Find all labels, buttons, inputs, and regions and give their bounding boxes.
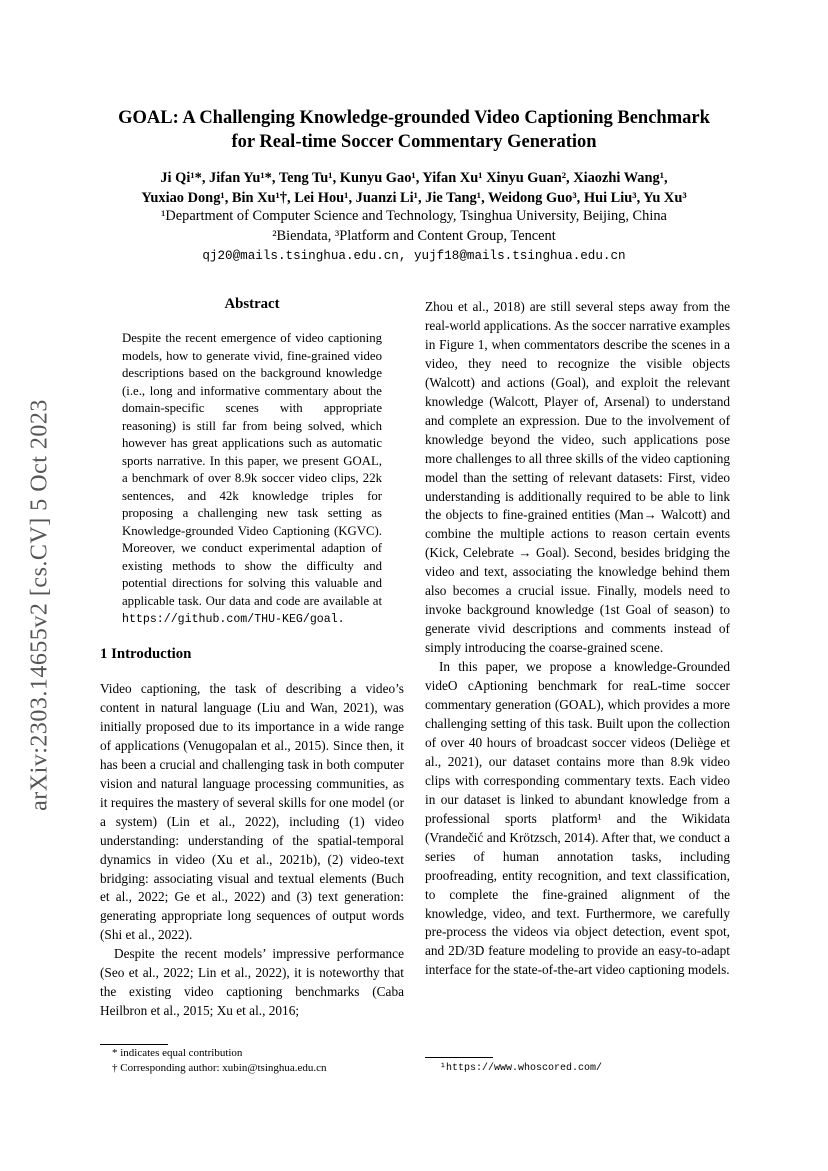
abstract-heading: Abstract bbox=[224, 296, 280, 312]
affiliations bbox=[80, 206, 748, 266]
authors-line-2: Yuxiao Dong¹, Bin Xu¹†, Lei Hou¹, Juanzi Li¹, Jie Tang¹, Weidong Guo³, Hui Liu³, Yu Xu³ bbox=[141, 190, 687, 206]
introduction-heading: 1 Introduction bbox=[100, 646, 192, 662]
right-column-body bbox=[425, 298, 730, 980]
arxiv-sidebar-stamp bbox=[20, 370, 60, 840]
footnote-corresponding-author: † Corresponding author: xubin@tsinghua.edu.cn bbox=[112, 1062, 327, 1074]
footnote-equal-contribution: * indicates equal contribution bbox=[112, 1047, 243, 1059]
footnote-rule-right bbox=[425, 1057, 493, 1058]
author-list bbox=[80, 168, 748, 208]
intro-paragraph-2: Despite the recent models’ impressive performance (Seo et al., 2022; Lin et al., 2022), it is noteworthy that the existing video captioning benchmarks (Caba Heilbron et al., 2015; Xu et al., 2016; bbox=[100, 946, 404, 1019]
paper-title bbox=[80, 106, 748, 154]
footnote-rule-left bbox=[100, 1044, 168, 1045]
title-line-2: for Real-time Soccer Commentary Generation bbox=[231, 132, 597, 152]
right-paragraph-1: Zhou et al., 2018) are still several steps away from the real-world applications. As the soccer narrative examples in Figure 1, when commentators describe the scenes in a video, they need to recognize the visible objects (Walcott) and actions (Goal), and exploit the relevant knowledge (Walcott, Player of, Arsenal) to understand and complete an expression. Due to the involvement of knowledge beyond the video, such applications pose more challenges to all three skills of the video captioning model than the setting of relevant datasets: First, video understanding is additionally required to be able to link the objects to fine-grained entities (Man→ Walcott) and combine the multiple actions to reason certain events (Kick, Celebrate → Goal). Second, besides bridging the video and text, associating the knowledge behind them also becomes a crucial issue. Finally, models need to invoke background knowledge (1st Goal of season) to generate vivid descriptions and comments instead of simply introducing the coarse-grained scene. bbox=[425, 299, 730, 656]
introduction-body bbox=[100, 680, 404, 1021]
right-paragraph-2: In this paper, we propose a knowledge-Grounded videO cAptioning benchmark for reaL-time soccer commentary generation (GOAL), which provides a more challenging setting of this task. Built upon the collection of over 40 hours of broadcast soccer videos (Deliège et al., 2021), our dataset contains more than 8.9k video clips with corresponding commentary texts. Each video in our dataset is linked to abundant knowledge from a professional sports platform¹ and the Wikidata (Vrandečić and Krötzsch, 2014). After that, we conduct a series of human annotation tasks, including proofreading, entity recognition, and text classification, to complete the fine-grained alignment of the knowledge, video, and text. Furthermore, we carefully pre-process the videos via object detection, event spot, and 2D/3D feature modeling to provide an easy-to-adapt interface for the state-of-the-art video captioning models. bbox=[425, 659, 730, 978]
title-line-1: GOAL: A Challenging Knowledge-grounded Video Captioning Benchmark bbox=[118, 108, 710, 128]
author-emails: qj20@mails.tsinghua.edu.cn, yujf18@mails.tsinghua.edu.cn bbox=[202, 249, 626, 263]
arxiv-identifier: arXiv:2303.14655v2 [cs.CV] 5 Oct 2023 bbox=[26, 399, 53, 811]
code-link[interactable]: https://github.com/THU-KEG/goal. bbox=[122, 613, 345, 626]
affiliation-line-1: ¹Department of Computer Science and Technology, Tsinghua University, Beijing, China bbox=[161, 208, 667, 224]
intro-paragraph-1: Video captioning, the task of describing a video’s content in natural language (Liu and Wan, 2021), was initially proposed due to its importance in a wide range of applications (Venugopalan et al., 2015). Since then, it has been a crucial and challenging task in both computer vision and natural language processing communities, as it requires the mastery of several skills for one model (or a system) (Lin et al., 2022), including (1) video understanding: understanding of the spatial-temporal dynamics in video (Xu et al., 2021b), (2) video-text bridging: associating visual and textual elements (Buch et al., 2022; Ge et al., 2022) and (3) text generation: generating appropriate long sequences of output words (Shi et al., 2022). bbox=[100, 681, 404, 943]
abstract-text: Despite the recent emergence of video captioning models, how to generate vivid, fine-grained video descriptions based on the background knowledge (i.e., long and informative commentary about the domain-specific scenes with appropriate reasoning) is still far from being solved, which however has great applications such as automatic sports narrative. In this paper, we present GOAL, a benchmark of over 8.9k soccer video clips, 22k sentences, and 42k knowledge triples for proposing a challenging new task setting as Knowledge-grounded Video Captioning (KGVC). Moreover, we conduct experimental adaption of existing methods to show the difficulty and potential directions for solving this valuable and applicable task. Our data and code are available at bbox=[122, 331, 382, 608]
footnote-whoscored-url[interactable]: ¹https://www.whoscored.com/ bbox=[440, 1063, 603, 1074]
authors-line-1: Ji Qi¹*, Jifan Yu¹*, Teng Tu¹, Kunyu Gao¹, Yifan Xu¹ Xinyu Guan², Xiaozhi Wang¹, bbox=[160, 170, 668, 186]
affiliation-line-2: ²Biendata, ³Platform and Content Group, Tencent bbox=[272, 228, 556, 244]
abstract-body bbox=[122, 330, 382, 629]
